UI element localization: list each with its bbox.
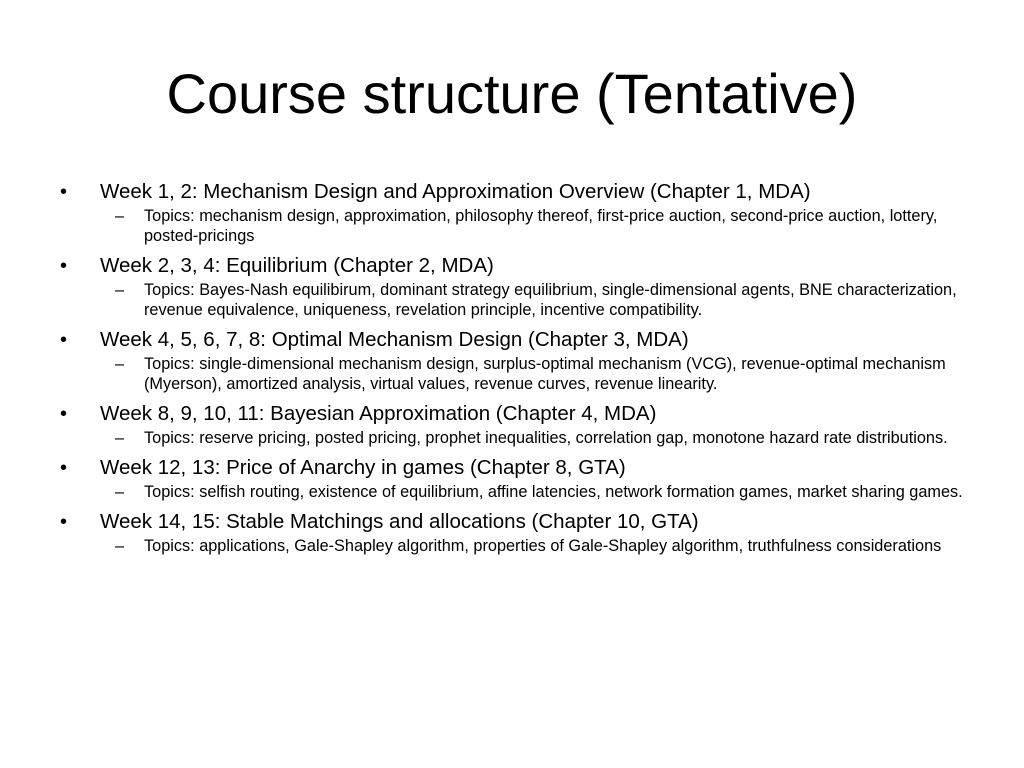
bullet-icon: • (60, 403, 68, 425)
list-item (56, 454, 976, 502)
topic-line (56, 536, 976, 556)
week-heading (56, 400, 976, 428)
topic-line (56, 280, 976, 320)
dash-icon: – (115, 207, 125, 225)
dash-icon: – (115, 355, 125, 373)
bullet-icon: • (60, 181, 68, 203)
week-heading (56, 326, 976, 354)
dash-icon: – (115, 483, 125, 501)
topic-text: Topics: single-dimensional mechanism design, surplus-optimal mechanism (VCG), revenue-optimal mechanism (Myerson), amortized analysis, virtual values, revenue curves, revenue linearity. (144, 355, 946, 393)
list-item (56, 178, 976, 246)
topic-line (56, 206, 976, 246)
week-heading (56, 178, 976, 206)
week-heading (56, 454, 976, 482)
list-item (56, 400, 976, 448)
topic-text: Topics: Bayes-Nash equilibirum, dominant strategy equilibrium, single-dimensional agents, BNE characterization, revenue equivalence, uniqueness, revelation principle, incentive compatibility. (144, 281, 957, 319)
bullet-icon: • (60, 511, 68, 533)
dash-icon: – (115, 281, 125, 299)
week-heading-text: Week 8, 9, 10, 11: Bayesian Approximation (Chapter 4, MDA) (100, 402, 657, 425)
topic-line (56, 482, 976, 502)
bullet-icon: • (60, 457, 68, 479)
list-item (56, 508, 976, 556)
list-item (56, 326, 976, 394)
bullet-icon: • (60, 255, 68, 277)
topic-line (56, 354, 976, 394)
week-heading-text: Week 4, 5, 6, 7, 8: Optimal Mechanism Design (Chapter 3, MDA) (100, 328, 689, 351)
week-heading-text: Week 2, 3, 4: Equilibrium (Chapter 2, MDA) (100, 254, 494, 277)
week-heading (56, 252, 976, 280)
dash-icon: – (115, 429, 125, 447)
topic-text: Topics: mechanism design, approximation, philosophy thereof, first-price auction, second-price auction, lottery, posted-pricings (144, 207, 938, 245)
week-heading-text: Week 14, 15: Stable Matchings and allocations (Chapter 10, GTA) (100, 510, 699, 533)
topic-line (56, 428, 976, 448)
slide-title: Course structure (Tentative) (166, 62, 858, 125)
week-heading-text: Week 12, 13: Price of Anarchy in games (Chapter 8, GTA) (100, 456, 626, 479)
week-heading-text: Week 1, 2: Mechanism Design and Approximation Overview (Chapter 1, MDA) (100, 180, 811, 203)
topic-text: Topics: selfish routing, existence of equilibrium, affine latencies, network formation games, market sharing games. (144, 483, 963, 501)
week-heading (56, 508, 976, 536)
bullet-icon: • (60, 329, 68, 351)
topic-text: Topics: reserve pricing, posted pricing, prophet inequalities, correlation gap, monotone hazard rate distributions. (144, 429, 948, 447)
topic-text: Topics: applications, Gale-Shapley algorithm, properties of Gale-Shapley algorithm, truthfulness considerations (144, 537, 942, 555)
course-outline-list (56, 178, 976, 562)
dash-icon: – (115, 537, 125, 555)
list-item (56, 252, 976, 320)
